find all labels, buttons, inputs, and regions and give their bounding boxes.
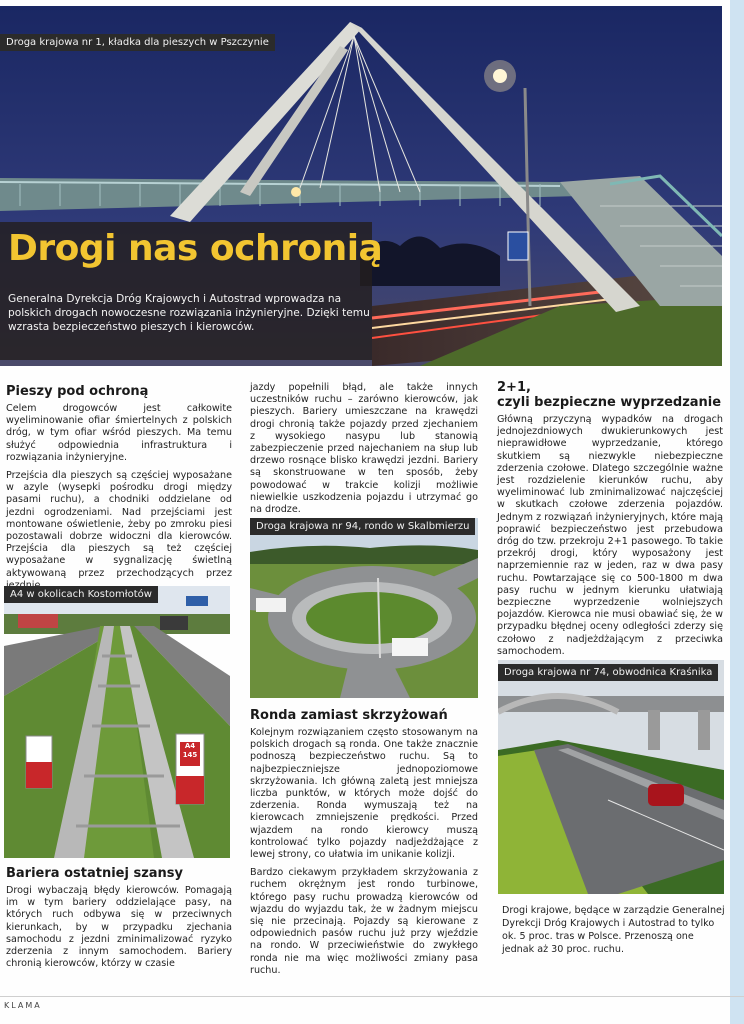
footer-label: KLAMA — [4, 1001, 42, 1010]
photo-a4-barrier — [4, 586, 230, 858]
section-pedestrians — [6, 384, 232, 598]
page-edge-strip — [730, 0, 744, 1024]
section-heading: Bariera ostatniej szansy — [6, 866, 183, 881]
paragraph: Przejścia dla pieszych są częściej wyposażane w azyle (wysepki pośrodku drogi między pasami ruchu), a chodniki oddzielane od jezdni ogrodzeniami. Nad przejściami jest montowane oświetlenie, żeby po zmroku piesi pozostawali dobrze widoczni dla kierowców. Przejścia dla pieszych są też częściej wyposażane w sygnalizację świetlną aktywowaną przez przechodzących przez — [6, 470, 232, 579]
photo-roundabout — [250, 518, 478, 698]
photo-caption: Droga krajowa nr 74, obwodnica Kraśnika — [498, 664, 718, 681]
section-barrier — [6, 866, 232, 976]
section-barrier-continued — [250, 382, 478, 522]
highway-barrier-illustration — [4, 586, 230, 858]
photo-caption: A4 w okolicach Kostomłotów — [4, 586, 158, 603]
paragraph: jazdy popełnili błąd, ale także innych uczestników ruchu – zarówno kierowców, jak pieszych. Bariery umieszczane na krawędzi drogi chronią także pojazdy przed zjechaniem z wysokiego nasypu lub stanowią zabezpieczenie przed najechaniem na słup lub drzewo rosnące blisko krawędzi jezdni. Bariery są skonstruowane w ten sposób, żeby powodować w trakcie kolizji możliwie niewielkie uszkodzenia pojazdu i utrzymać go na drodze. — [250, 382, 478, 516]
hero-caption: Droga krajowa nr 1, kładka dla pieszych w Pszczynie — [0, 34, 275, 51]
paragraph: Celem drogowców jest całkowite wyeliminowanie ofiar śmiertelnych z polskich dróg, w tym ofiar wśród pieszych. Ma temu służyć odpowiednia infrastruktura i rozwiązania inżynieryjne. — [6, 403, 232, 463]
hero-photo — [0, 6, 722, 366]
photo-caption: Droga krajowa nr 94, rondo w Skalbmierzu — [250, 518, 475, 535]
paragraph: Bardzo ciekawym przykładem skrzyżowania z ruchem okrężnym jest rondo turbinowe, którego pasy ruchu prowadzą kierowców od wjazdu do wyjazdu tak, że w żadnym miejscu się nie przecinają. Pojazdy są kierowane z odpowiednich pasów ruchu już przy wjeździe na rondo. W przeciwieństwie do zwykłego ronda nie ma więc możliwości zmiany pasa ruchu. — [250, 867, 478, 976]
roundabout-illustration — [250, 518, 478, 698]
road-sign-text: A4 145 — [182, 742, 198, 759]
bypass-road-illustration — [498, 660, 724, 894]
section-subheading: czyli bezpieczne wyprzedzanie — [497, 395, 722, 410]
paragraph: Kolejnym rozwiązaniem często stosowanym na polskich drogach są ronda. One także znacznie podnoszą bezpieczeństwo ruchu. Są to najbezpieczniejsze jednopoziomowe skrzyżowania. Ich główną zaletą jest mniejsza liczba punktów, w których może dojść do zderzenia. Ronda wymuszają też na kierowcach zmniejszenie prędkości. Przed wjazdem na rondo kierowcy muszą kontrolować tylko pojazdy nadjeżdżające z lewej strony, co ułatwia im unikanie kolizji. — [250, 727, 478, 861]
photo-krasnik-bypass — [498, 660, 724, 894]
paragraph: Drogi wybaczają błędy kierowców. Pomagają im w tym bariery oddzielające pasy, na których ruch odbywa się w przeciwnych kierunkach, by w przypadku zjechania samochodu z jezdni zminimalizować ryzyko zderzenia z innym samochodem. Bariery chronią kierowców, którzy w czasie — [6, 885, 232, 970]
section-overtaking — [497, 380, 723, 664]
page-footer — [0, 996, 744, 1024]
closing-note — [502, 904, 726, 962]
lead-paragraph: Generalna Dyrekcja Dróg Krajowych i Autostrad wprowadza na polskich drogach nowoczesne rozwiązania inżynieryjne. Dzięki temu wzrasta bezpieczeństwo pieszych i kierowców. — [8, 293, 370, 333]
section-roundabouts — [250, 708, 478, 983]
section-heading: Pieszy pod ochroną — [6, 384, 149, 399]
section-heading: 2+1, — [497, 380, 531, 395]
page-title: Drogi nas ochronią — [8, 228, 383, 269]
paragraph: Drogi krajowe, będące w zarządzie Generalnej Dyrekcji Dróg Krajowych i Autostrad to tylko ok. 5 proc. tras w Polsce. Przenoszą one jednak aż 30 proc. ruchu. — [502, 905, 725, 955]
section-heading: Ronda zamiast skrzyżowań — [250, 708, 448, 723]
paragraph: Główną przyczyną wypadków na drogach jednojezdniowych dwukierunkowych jest nieprawidłowe wyprzedzanie, którego skutkiem są niezwykle niebezpieczne zderzenia czołowe. Dlatego szczególnie ważne jest rozdzielenie kierunków ruchu, aby wyeliminować lub zminimalizować najczęściej w skutkach czołowe zderzenia pojazdów. Jednym z rozwiązań inżynieryjnych, które mają poprawić bezpieczeństwo jest przebudowa dróg do tzw. przekroju 2+1 pasowego. To takie przekrój drogi, który wyposażony jest naprzemiennie raz w jeden, raz w dwa pasy ruchu. Powtarzające się co 500-1800 m dwa pasy ruchu w jednym kierunku ułatwiają bezpieczne wyprzedzenie wolniejszych pojazdów. Kierowca nie musi obawiać się, że w przypadku błędnej oceny odległości zderzy się czołowo z nadjeżdżającym z przeciwka samochodem. — [497, 414, 723, 657]
